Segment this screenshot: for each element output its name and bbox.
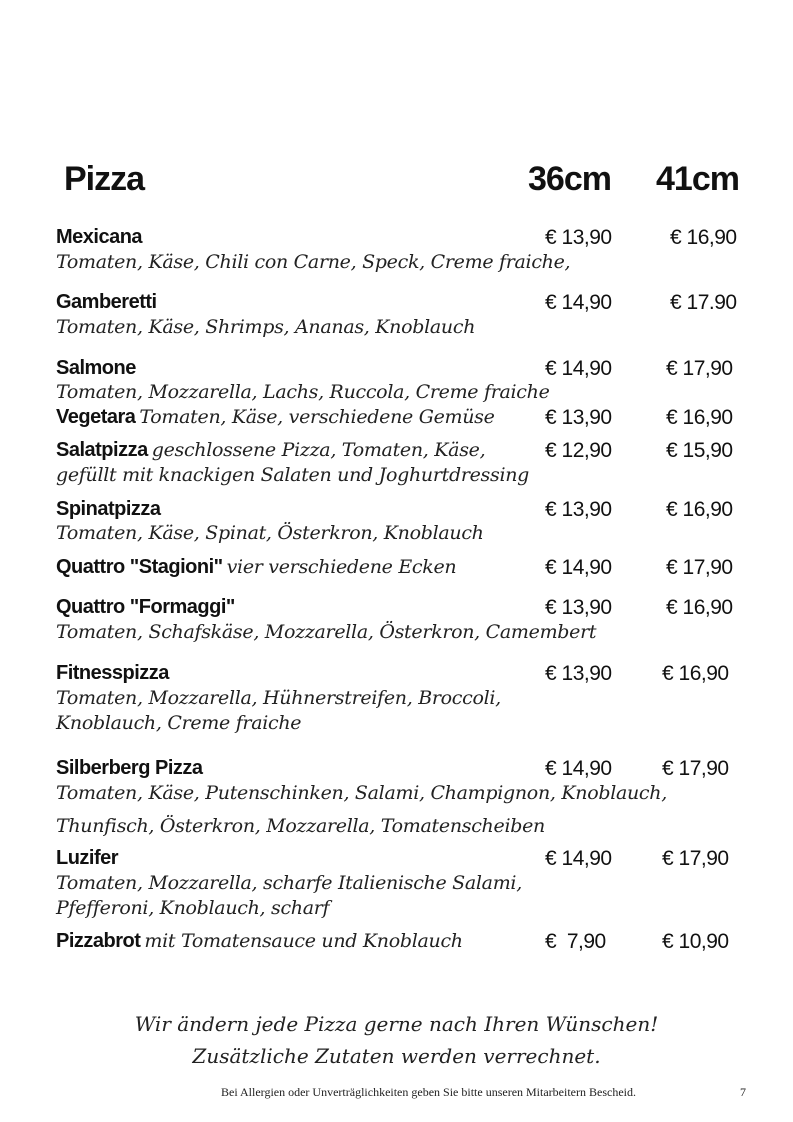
item-row (56, 406, 495, 429)
size-41-header: 41cm (656, 160, 739, 198)
price-36: € 13,90 (545, 596, 612, 619)
price-36: € 13,90 (545, 406, 612, 429)
item-description: Tomaten, Käse, Putenschinken, Salami, Champignon, Knoblauch, (56, 782, 667, 804)
price-41: € 15,90 (666, 439, 733, 462)
custom-order-note: Wir ändern jede Pizza gerne nach Ihren Wünschen! (134, 1012, 659, 1036)
item-description: Tomaten, Käse, Shrimps, Ananas, Knoblauch (56, 316, 476, 338)
price-36: € 14,90 (545, 757, 612, 780)
item-description: Knoblauch, Creme fraiche (56, 712, 302, 734)
item-description: Tomaten, Mozzarella, scharfe Italienische Salami, (56, 872, 522, 894)
price-36: € 12,90 (545, 439, 612, 462)
item-description: Tomaten, Käse, Spinat, Österkron, Knoblauch (56, 522, 484, 544)
price-36: € 14,90 (545, 357, 612, 380)
price-41: € 16,90 (666, 498, 733, 521)
item-description: Tomaten, Käse, Chili con Carne, Speck, Creme fraiche, (56, 251, 571, 273)
price-36: € 14,90 (545, 847, 612, 870)
item-name: Quattro "Formaggi" (56, 596, 235, 618)
item-row (56, 930, 463, 953)
item-name: Luzifer (56, 847, 119, 869)
item-name: Gamberetti (56, 291, 157, 313)
item-description: Tomaten, Schafskäse, Mozzarella, Österkron, Camembert (56, 621, 597, 643)
item-name: Mexicana (56, 226, 143, 248)
item-description: geschlossene Pizza, Tomaten, Käse, (151, 439, 486, 461)
item-description: Tomaten, Mozzarella, Hühnerstreifen, Broccoli, (56, 687, 501, 709)
price-36: € 14,90 (545, 291, 612, 314)
price-41: € 17.90 (670, 291, 737, 314)
item-name: Silberberg Pizza (56, 757, 203, 779)
extra-toppings-note: Zusätzliche Zutaten werden verrechnet. (192, 1044, 601, 1068)
item-description: vier verschiedene Ecken (226, 556, 457, 578)
page-title: Pizza (64, 160, 145, 198)
item-description: mit Tomatensauce und Knoblauch (144, 930, 463, 952)
price-41: € 16,90 (670, 226, 737, 249)
price-41: € 16,90 (662, 662, 729, 685)
item-name: Fitnesspizza (56, 662, 169, 684)
item-row (56, 439, 485, 462)
price-36: € 13,90 (545, 498, 612, 521)
price-41: € 10,90 (662, 930, 729, 953)
item-name: Salmone (56, 357, 136, 379)
price-41: € 17,90 (666, 556, 733, 579)
item-name: Salatpizza (56, 439, 148, 461)
item-row (56, 556, 456, 579)
price-41: € 17,90 (662, 847, 729, 870)
item-name: Spinatpizza (56, 498, 161, 520)
allergy-notice: Bei Allergien oder Unverträglichkeiten geben Sie bitte unseren Mitarbeitern Bescheid. (221, 1085, 636, 1099)
item-name: Vegetara (56, 406, 136, 428)
size-36-header: 36cm (528, 160, 611, 198)
page-number: 7 (740, 1085, 746, 1099)
item-description: Tomaten, Käse, verschiedene Gemüse (139, 406, 495, 428)
item-name: Pizzabrot (56, 930, 141, 952)
price-36: € 14,90 (545, 556, 612, 579)
item-name: Quattro "Stagioni" (56, 556, 223, 578)
price-41: € 16,90 (666, 596, 733, 619)
item-description: Thunfisch, Österkron, Mozzarella, Tomatenscheiben (56, 815, 545, 837)
price-41: € 16,90 (666, 406, 733, 429)
price-41: € 17,90 (662, 757, 729, 780)
price-41: € 17,90 (666, 357, 733, 380)
item-description: gefüllt mit knackigen Salaten und Joghurtdressing (56, 464, 530, 486)
item-description: Tomaten, Mozzarella, Lachs, Ruccola, Creme fraiche (56, 381, 550, 403)
price-36: € 13,90 (545, 662, 612, 685)
item-description: Pfefferoni, Knoblauch, scharf (56, 897, 330, 919)
price-36: € 13,90 (545, 226, 612, 249)
price-36: € 7,90 (545, 930, 606, 953)
